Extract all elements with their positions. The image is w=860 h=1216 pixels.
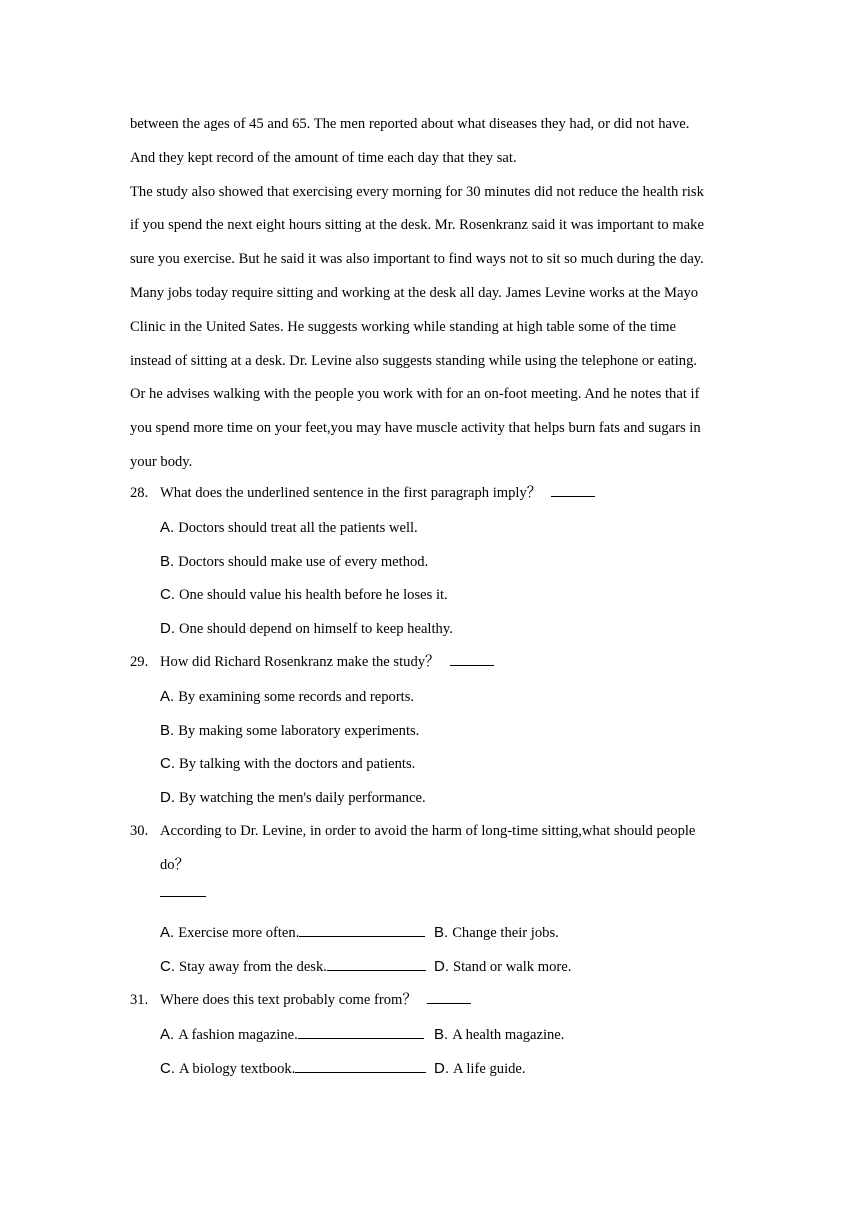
- option-b[interactable]: B. Change their jobs.: [434, 924, 559, 942]
- passage-line: Or he advises walking with the people you work with for an on-foot meeting. And he notes that if: [130, 386, 700, 403]
- question-30-continued: [130, 852, 740, 886]
- question-number: 30.: [130, 822, 149, 839]
- option-spacer-line: [298, 1022, 424, 1039]
- option-c[interactable]: C. A biology textbook.: [160, 1055, 426, 1083]
- passage-line: Many jobs today require sitting and working at the desk all day. James Levine works at the Mayo: [130, 284, 699, 301]
- answer-blank[interactable]: [427, 987, 471, 1004]
- passage-line: if you spend the next eight hours sitting at the desk. Mr. Rosenkranz said it was important to make: [130, 217, 704, 234]
- question-list: [130, 480, 740, 1088]
- option-spacer-line: [299, 920, 425, 937]
- option-row: [130, 750, 740, 784]
- passage-line: instead of sitting at a desk. Dr. Levine also suggests standing while using the telephone or eating.: [130, 352, 698, 369]
- question-number: 31.: [130, 991, 149, 1008]
- option-row: [130, 919, 740, 953]
- option-c[interactable]: C. By talking with the doctors and patients.: [160, 755, 416, 773]
- option-row: [130, 1021, 740, 1055]
- question-30: [130, 818, 740, 852]
- option-row: [130, 953, 740, 987]
- question-number: 28.: [130, 485, 149, 501]
- option-row: [130, 548, 740, 582]
- option-c[interactable]: C. One should value his health before he loses it.: [160, 586, 448, 604]
- option-a[interactable]: A. Exercise more often.: [160, 919, 425, 947]
- option-d[interactable]: D. A life guide.: [434, 1059, 526, 1077]
- passage-line: between the ages of 45 and 65. The men reported about what diseases they had, or did not have.: [130, 116, 690, 132]
- option-a[interactable]: A. Doctors should treat all the patients well.: [160, 518, 418, 536]
- option-spacer-line: [327, 954, 426, 971]
- option-row: [130, 784, 740, 818]
- passage-line: Clinic in the United Sates. He suggests working while standing at high table some of the time: [130, 318, 676, 335]
- question-text: What does the underlined sentence in the first paragraph imply？: [160, 485, 542, 501]
- answer-blank-row: [130, 886, 740, 920]
- question-text: Where does this text probably come from？: [160, 991, 417, 1008]
- option-row: [130, 683, 740, 717]
- question-text: How did Richard Rosenkranz make the study？: [160, 653, 440, 670]
- passage-line: And they kept record of the amount of time each day that they sat.: [130, 149, 517, 166]
- answer-blank[interactable]: [160, 896, 206, 897]
- option-d[interactable]: D. One should depend on himself to keep healthy.: [160, 620, 453, 638]
- option-row: [130, 581, 740, 615]
- question-text: According to Dr. Levine, in order to avoid the harm of long-time sitting,what should people: [160, 822, 696, 839]
- option-spacer-line: [295, 1056, 426, 1073]
- option-row: [130, 615, 740, 649]
- option-b[interactable]: B. By making some laboratory experiments.: [160, 721, 420, 739]
- option-row: [130, 1055, 740, 1089]
- question-text-continued: do？: [160, 856, 190, 873]
- question-29: [130, 649, 740, 683]
- reading-passage: [130, 108, 740, 480]
- question-number: 29.: [130, 653, 149, 670]
- option-row: [130, 514, 740, 548]
- option-a[interactable]: A. By examining some records and reports.: [160, 687, 415, 705]
- option-a[interactable]: A. A fashion magazine.: [160, 1021, 424, 1049]
- option-row: [130, 717, 740, 751]
- answer-blank[interactable]: [551, 480, 595, 497]
- passage-line: your body.: [130, 453, 193, 470]
- question-31: [130, 987, 740, 1021]
- option-c[interactable]: C. Stay away from the desk.: [160, 953, 426, 981]
- passage-line: sure you exercise. But he said it was also important to find ways not to sit so much during the day.: [130, 251, 704, 268]
- answer-blank[interactable]: [450, 649, 494, 666]
- question-28: [130, 480, 740, 514]
- passage-line: you spend more time on your feet,you may have muscle activity that helps burn fats and sugars in: [130, 420, 701, 437]
- passage-line: The study also showed that exercising every morning for 30 minutes did not reduce the health risk: [130, 183, 704, 200]
- option-b[interactable]: B. Doctors should make use of every method.: [160, 552, 429, 570]
- option-b[interactable]: B. A health magazine.: [434, 1025, 565, 1043]
- option-d[interactable]: D. By watching the men's daily performance.: [160, 789, 426, 807]
- option-d[interactable]: D. Stand or walk more.: [434, 958, 572, 976]
